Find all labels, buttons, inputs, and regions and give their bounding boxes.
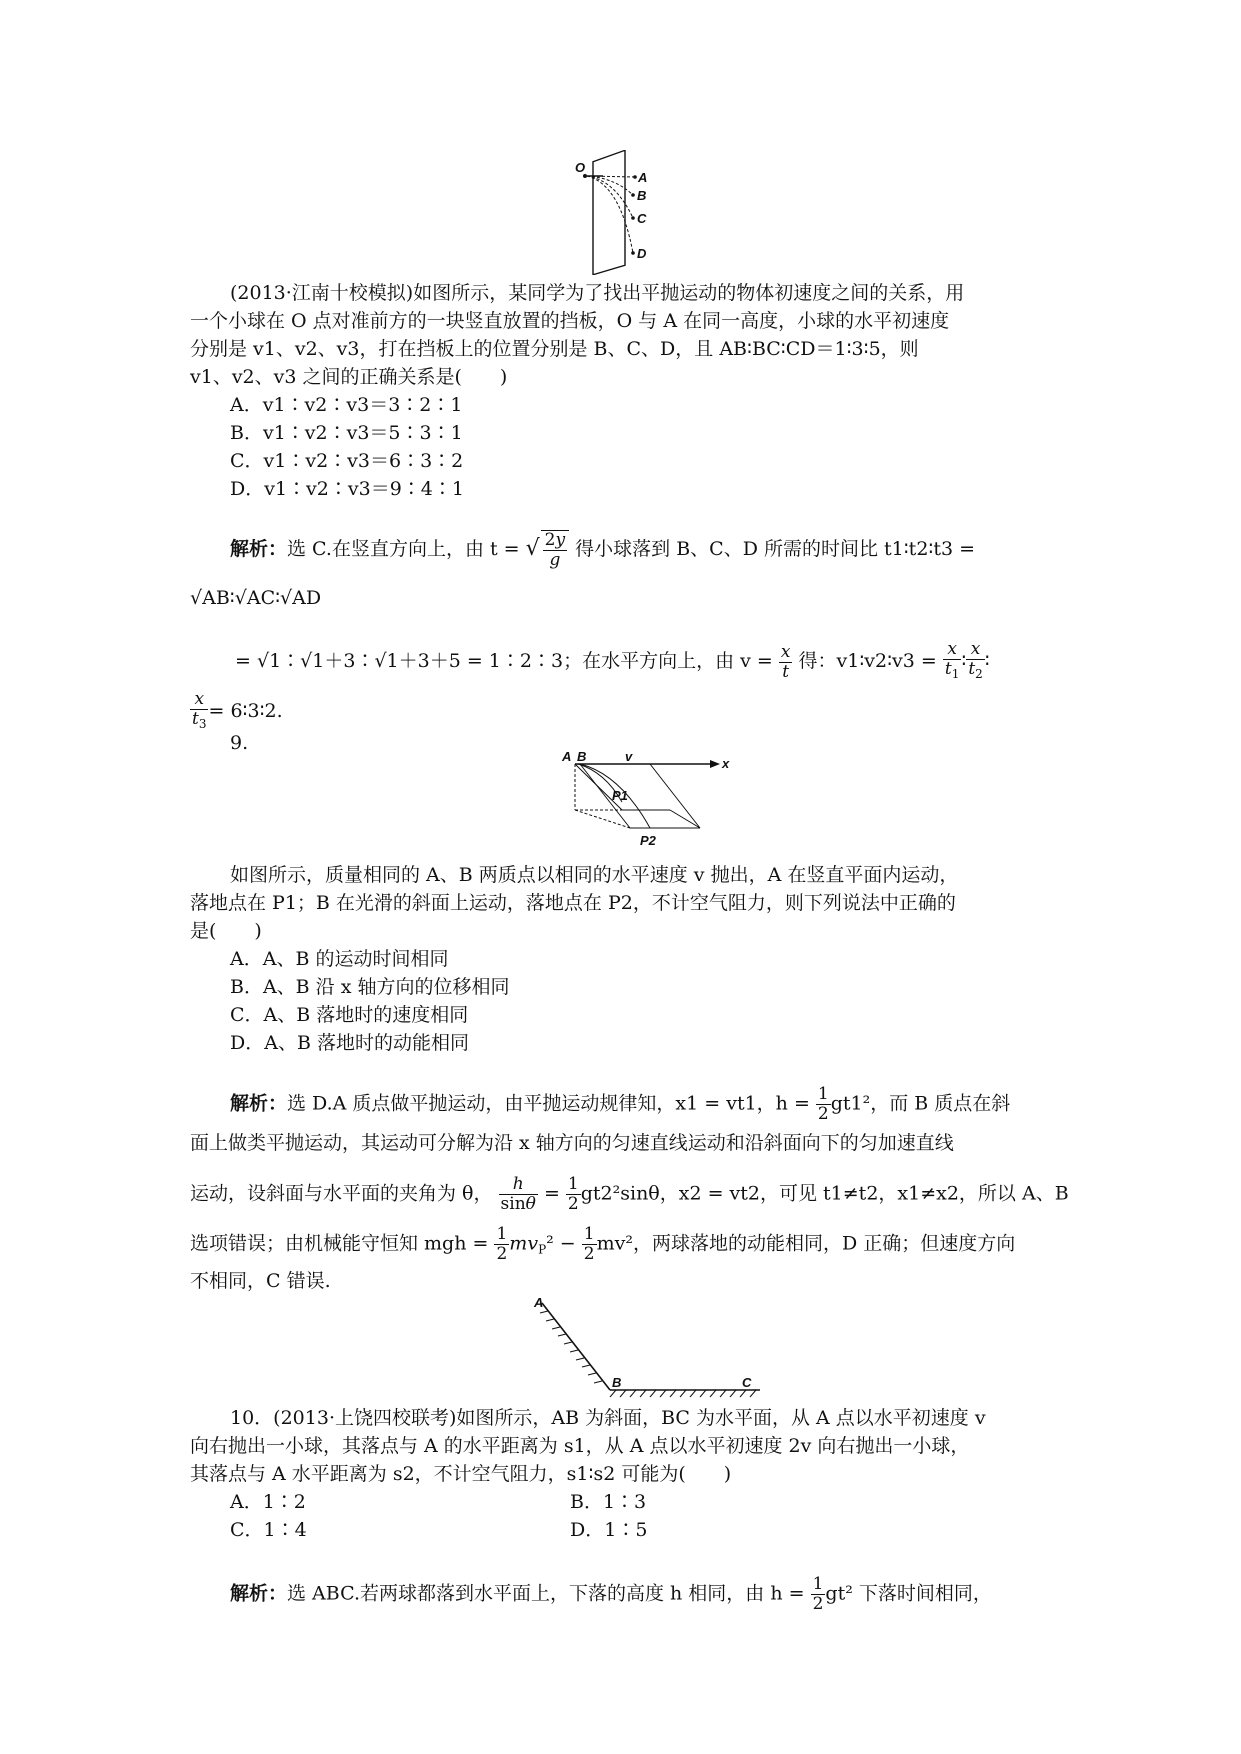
q9-analysis-text-1a: 选 D.A 质点做平抛运动，由平抛运动规律知，x1 = vt1，h = xyxy=(287,1092,810,1115)
label-a: A xyxy=(562,750,572,764)
q10-stem-line-2: 向右抛出一小球，其落点与 A 的水平距离为 s1，从 A 点以水平初速度 2v 向右抛出一小球， xyxy=(190,1435,970,1457)
q10-stem-line-3: 其落点与 A 水平距离为 s2，不计空气阻力，s1∶s2 可能为( ) xyxy=(190,1463,732,1485)
q10-analysis-label: 解析： xyxy=(230,1582,288,1605)
label-o: O xyxy=(575,160,586,175)
q10-analysis-text-1a: 选 ABC.若两球都落到水平面上，下落的高度 h 相同，由 h = xyxy=(287,1582,805,1605)
q9-analysis-text-4a: 选项错误；由机械能守恒知 mgh = xyxy=(190,1232,489,1255)
q9-analysis-line-3: 运动，设斜面与水平面的夹角为 θ， $\frac{h}{\sin\theta}$ = $\frac{1}{2}$ gt2²sinθ，x2 = vt2，可见 t1≠t2，x1≠x2，所以 A、B xyxy=(190,1174,1069,1214)
q9-analysis-line-5: 不相同，C 错误. xyxy=(190,1270,331,1292)
q8-stem-line-3: 分别是 v1、v2、v3，打在挡板上的位置分别是 B、C、D，且 AB∶BC∶CD＝1∶3∶5，则 xyxy=(190,338,919,360)
q8-stem-line-2: 一个小球在 O 点对准前方的一块竖直放置的挡板，O 与 A 在同一高度，小球的水平初速度 xyxy=(190,310,950,332)
q9-stem-line-3: 是( ) xyxy=(190,920,262,942)
label-b: B xyxy=(612,1375,622,1390)
q10-stem-line-1: 10．(2013·上饶四校联考)如图所示，AB 为斜面，BC 为水平面，从 A 点以水平初速度 v xyxy=(230,1407,986,1429)
q9-option-b: B．A、B 沿 x 轴方向的位移相同 xyxy=(230,976,510,998)
label-c: C xyxy=(742,1375,752,1390)
board-outline xyxy=(593,150,625,274)
label-b: B xyxy=(637,188,647,203)
label-c: C xyxy=(637,211,647,226)
q8-analysis-text-3a: = √1∶√1＋3∶√1＋3＋5 = 1∶2∶3；在水平方向上，由 v = xyxy=(235,650,773,672)
q8-analysis-text-4: = 6∶3∶2. xyxy=(208,700,283,722)
q9-option-c: C．A、B 落地时的速度相同 xyxy=(230,1004,469,1026)
q8-analysis-line-1: 解析：选 C.在竖直方向上，由 t = √ $\frac{2y}{g}$ 得小球落到 B、C、D 所需的时间比 t1∶t2∶t3 = xyxy=(230,530,976,570)
q9-option-d: D．A、B 落地时的动能相同 xyxy=(230,1032,469,1054)
q8-analysis-text-1b: 得小球落到 B、C、D 所需的时间比 t1∶t2∶t3 = xyxy=(575,538,976,560)
figure-two-particles xyxy=(560,750,730,855)
label-a: A xyxy=(638,170,648,185)
q8-analysis-line-4: $\frac{x}{t_3}$ = 6∶3∶2. xyxy=(192,689,283,731)
q9-analysis-line-1: 解析：选 D.A 质点做平抛运动，由平抛运动规律知，x1 = vt1，h = $\frac{1}{2}$ gt1²，而 B 质点在斜 xyxy=(230,1084,1011,1124)
q10-analysis-text-1b: gt² 下落时间相同， xyxy=(825,1582,992,1605)
q10-option-b: B．1∶3 xyxy=(570,1491,647,1513)
label-d: D xyxy=(637,246,647,261)
q8-option-b: B．v1∶v2∶v3＝5∶3∶1 xyxy=(230,422,463,444)
label-b: B xyxy=(577,750,587,764)
figure-incline-plane xyxy=(520,1295,780,1405)
q8-analysis-text-3b: 得：v1∶v2∶v3 = xyxy=(798,650,937,672)
q9-analysis-line-2: 面上做类平抛运动，其运动可分解为沿 x 轴方向的匀速直线运动和沿斜面向下的匀加速直线 xyxy=(190,1132,954,1154)
q9-analysis-text-3b: gt2²sinθ，x2 = vt2，可见 t1≠t2，x1≠x2，所以 A、B xyxy=(580,1182,1069,1205)
label-x: x xyxy=(722,756,730,771)
q8-stem-line-4: v1、v2、v3 之间的正确关系是( ) xyxy=(190,366,508,388)
q10-option-a: A．1∶2 xyxy=(230,1491,306,1513)
q9-analysis-text-1b: gt1²，而 B 质点在斜 xyxy=(830,1092,1011,1115)
q9-analysis-text-3a: 运动，设斜面与水平面的夹角为 θ， xyxy=(190,1182,493,1205)
q9-number: 9. xyxy=(230,732,249,754)
q10-option-d: D．1∶5 xyxy=(570,1519,648,1541)
q9-analysis-label: 解析： xyxy=(230,1092,288,1115)
label-p1: P1 xyxy=(612,788,628,803)
formula-2y-over-g: $\frac{2y}{g}$ xyxy=(541,530,569,570)
q8-option-d: D．v1∶v2∶v3＝9∶4∶1 xyxy=(230,478,464,500)
q8-stem-line-1: (2013·江南十校模拟)如图所示，某同学为了找出平抛运动的物体初速度之间的关系，用 xyxy=(230,282,965,304)
q8-option-c: C．v1∶v2∶v3＝6∶3∶2 xyxy=(230,450,464,472)
label-a: A xyxy=(534,1295,544,1310)
formula-x-over-t: $\frac{x}{t}$ xyxy=(780,641,791,682)
q9-stem-line-2: 落地点在 P1；B 在光滑的斜面上运动，落地点在 P2，不计空气阻力，则下列说法中正确的 xyxy=(190,892,956,914)
q8-analysis-text-1a: 选 C.在竖直方向上，由 t = xyxy=(287,538,520,560)
figure-projectile-board xyxy=(575,150,715,275)
q10-analysis-line-1: 解析：选 ABC.若两球都落到水平面上，下落的高度 h 相同，由 h = $\frac{1}{2}$ gt² 下落时间相同， xyxy=(230,1574,992,1614)
q9-analysis-line-4: 选项错误；由机械能守恒知 mgh = $\frac{1}{2}$ $mv_P^2$ − $\frac{1}{2}$ mv²，两球落地的动能相同，D 正确；但速度方向 xyxy=(190,1224,1016,1264)
q9-stem-line-1: 如图所示，质量相同的 A、B 两质点以相同的水平速度 v 抛出，A 在竖直平面内运动， xyxy=(230,864,959,886)
q9-analysis-text-4b: mv²，两球落地的动能相同，D 正确；但速度方向 xyxy=(596,1232,1016,1255)
label-v: v xyxy=(625,750,633,764)
q9-option-a: A．A、B 的运动时间相同 xyxy=(230,948,449,970)
q10-option-c: C．1∶4 xyxy=(230,1519,307,1541)
q8-analysis-label: 解析： xyxy=(230,538,288,560)
label-p2: P2 xyxy=(640,833,656,848)
q8-analysis-line-3: = √1∶√1＋3∶√1＋3＋5 = 1∶2∶3；在水平方向上，由 v = $\frac{x}{t}$ 得：v1∶v2∶v3 = $\frac{x}{t_1}$ ∶ $\frac{x}{t_2}$ ∶ xyxy=(235,639,990,682)
q8-analysis-line-2: √AB∶√AC∶√AD xyxy=(190,587,322,609)
q8-option-a: A．v1∶v2∶v3＝3∶2∶1 xyxy=(230,394,463,416)
